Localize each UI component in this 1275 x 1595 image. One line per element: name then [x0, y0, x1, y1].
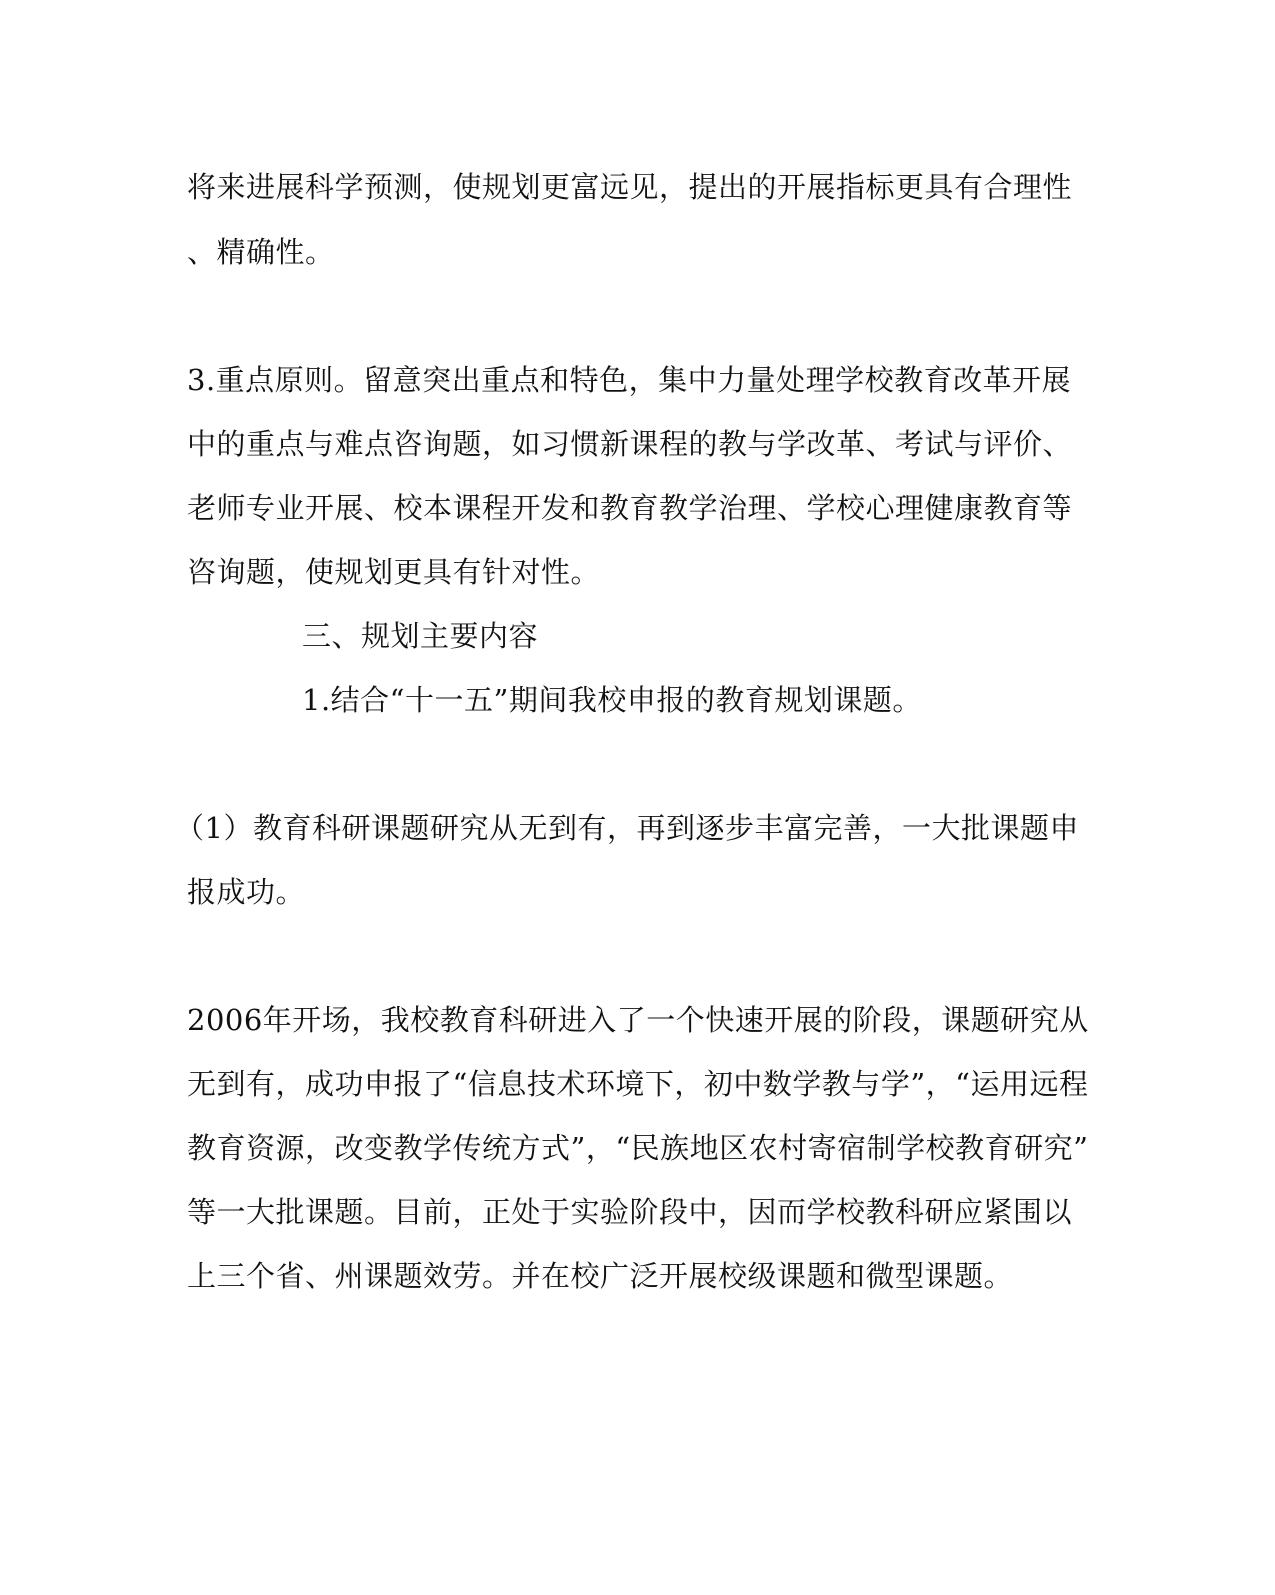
- paragraph-line: 无到有，成功申报了“信息技术环境下，初中数学教与学”，“运用远程: [187, 1067, 1089, 1101]
- paragraph-line: 、精确性。: [187, 235, 335, 269]
- paragraph-line: 咨询题，使规划更具有针对性。: [187, 555, 601, 589]
- paragraph-line: 2006年开场，我校教育科研进入了一个快速开展的阶段，课题研究从: [187, 1003, 1089, 1037]
- paragraph-line: 中的重点与难点咨询题，如习惯新课程的教与学改革、考试与评价、: [187, 427, 1073, 461]
- paragraph-line: 3.重点原则。留意突出重点和特色，集中力量处理学校教育改革开展: [187, 363, 1072, 397]
- section-heading: 三、规划主要内容: [302, 619, 539, 653]
- paragraph-line: 等一大批课题。目前，正处于实验阶段中，因而学校教科研应紧围以: [187, 1195, 1073, 1229]
- paragraph-line: 教育资源，改变教学传统方式”，“民族地区农村寄宿制学校教育研究”: [187, 1131, 1089, 1165]
- paragraph-line: 上三个省、州课题效劳。并在校广泛开展校级课题和微型课题。: [187, 1259, 1014, 1293]
- paragraph-line: （1）教育科研课题研究从无到有，再到逐步丰富完善，一大批课题申: [175, 811, 1079, 845]
- paragraph-line: 老师专业开展、校本课程开发和教育教学治理、学校心理健康教育等: [187, 491, 1073, 525]
- subsection-heading: 1.结合“十一五”期间我校申报的教育规划课题。: [302, 683, 922, 717]
- paragraph-line: 报成功。: [187, 875, 306, 909]
- paragraph-line: 将来进展科学预测，使规划更富远见，提出的开展指标更具有合理性: [187, 170, 1073, 204]
